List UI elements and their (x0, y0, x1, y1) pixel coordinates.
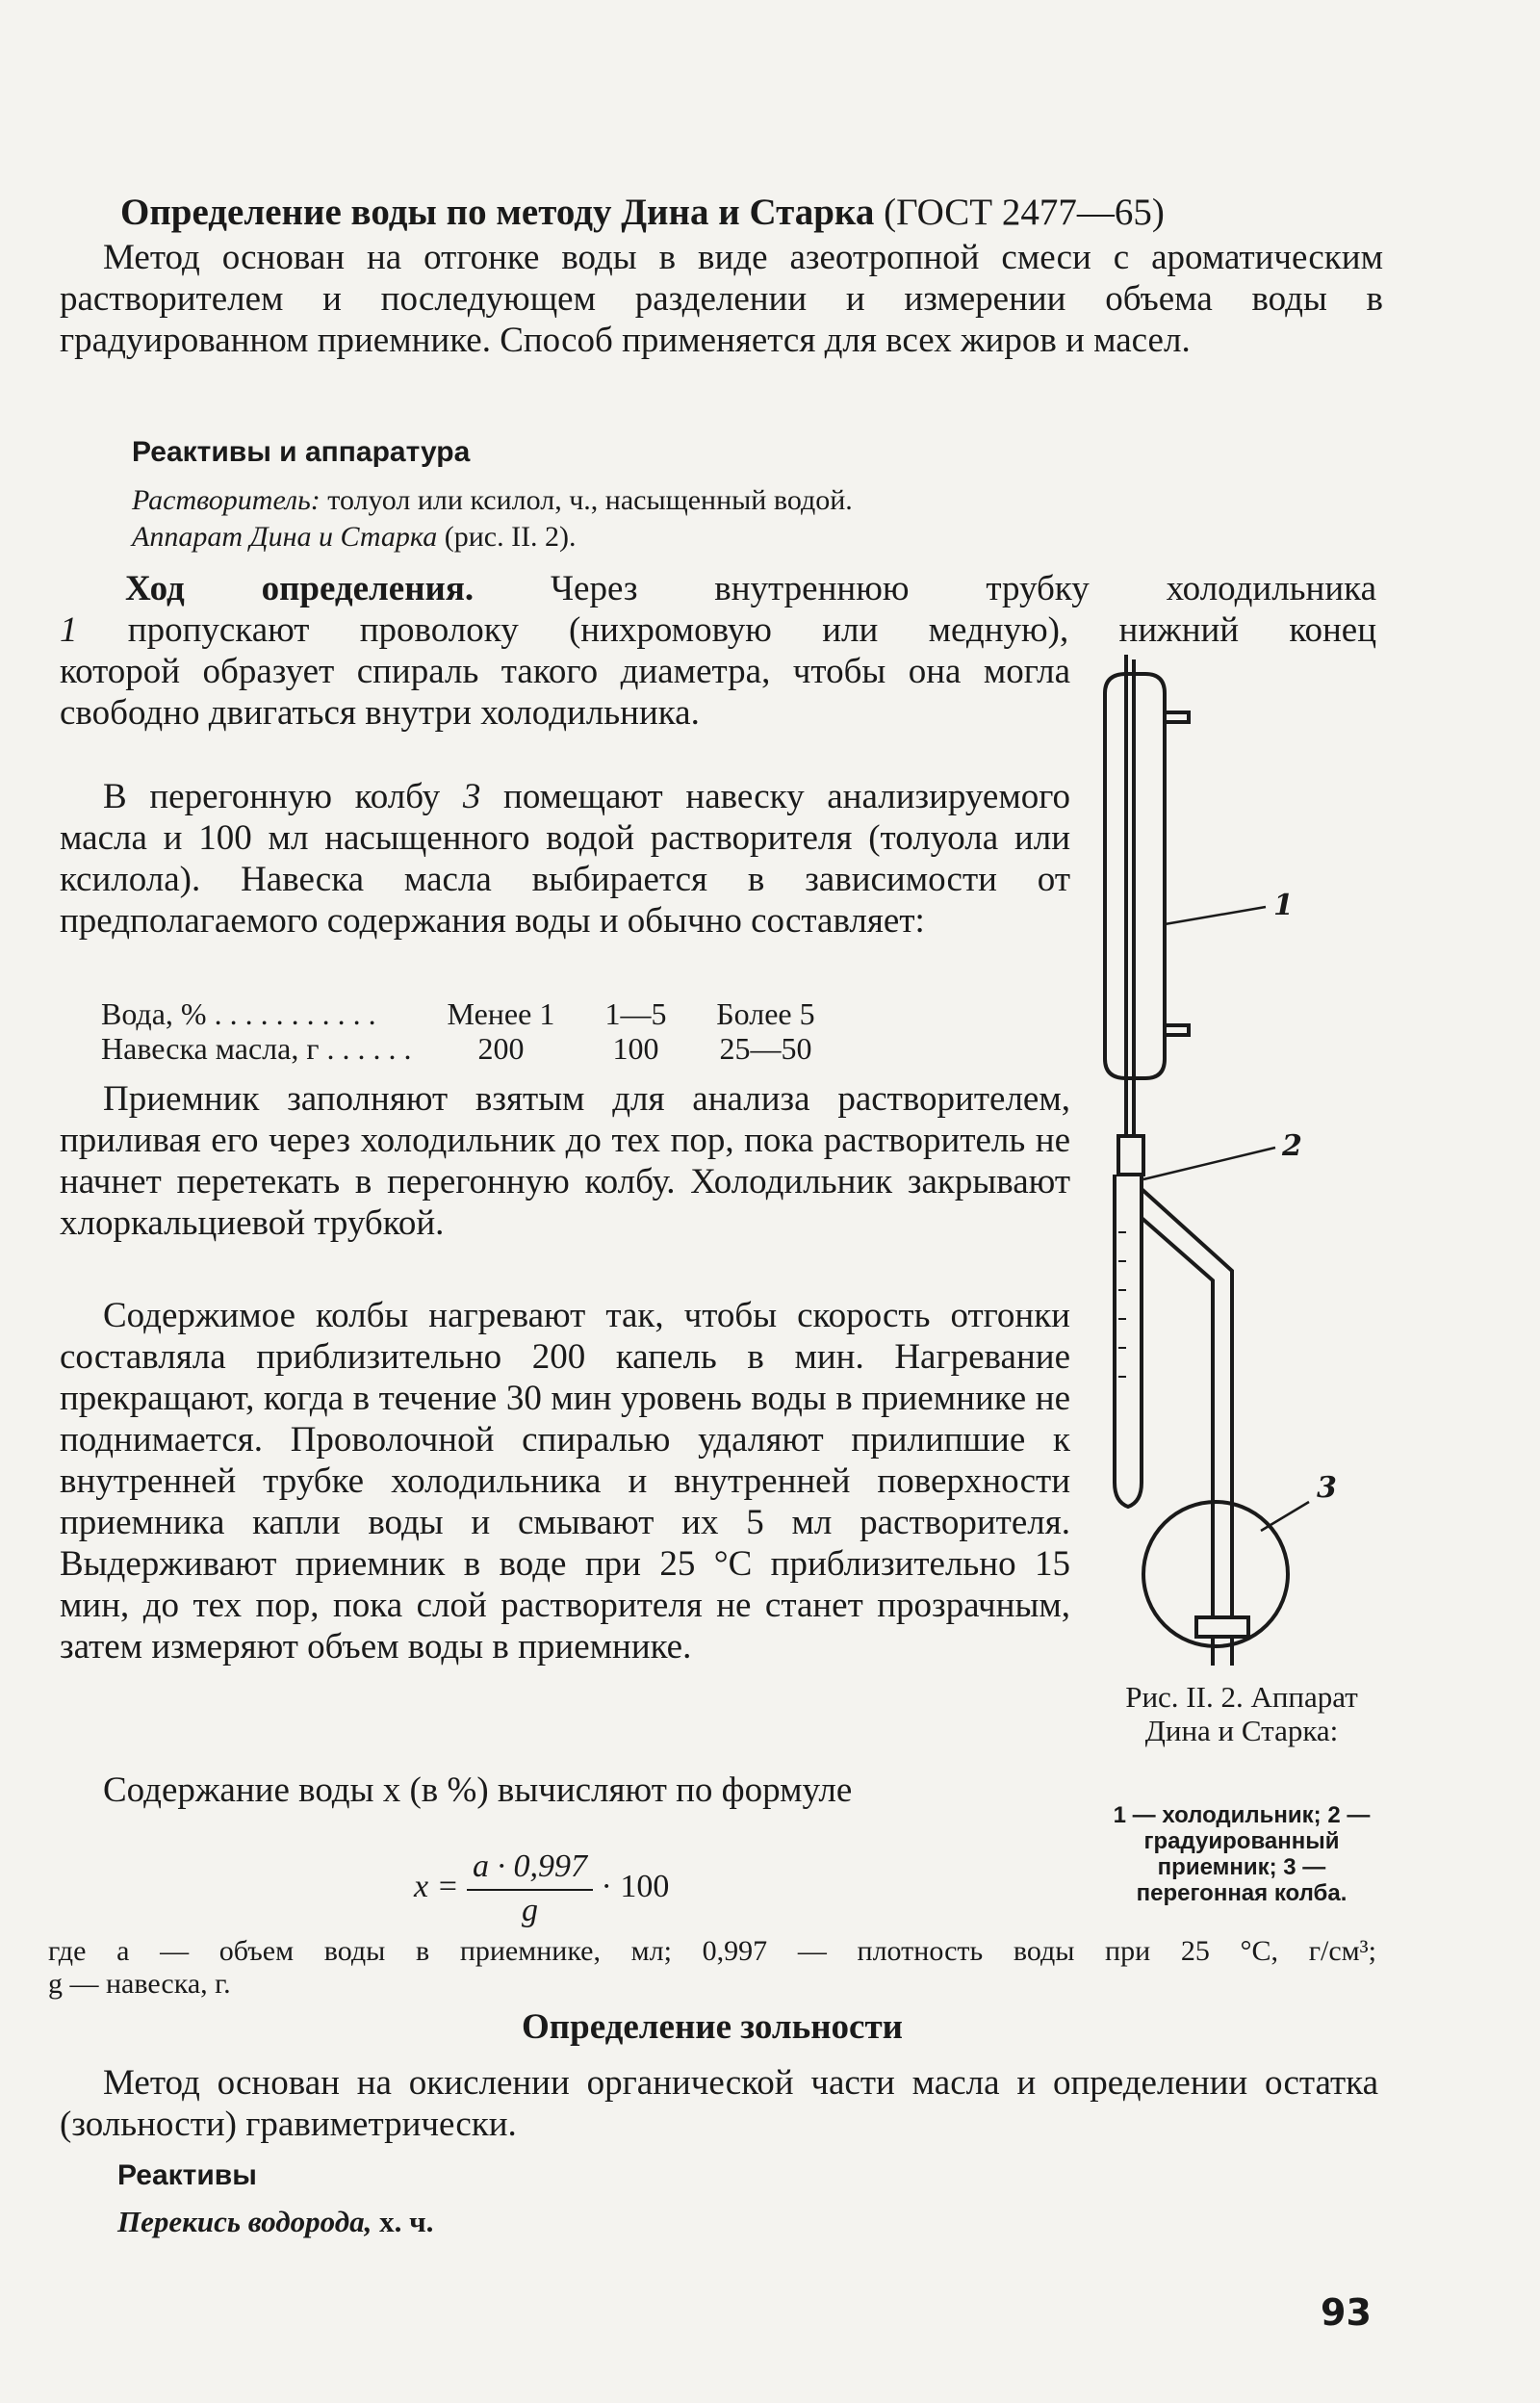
procedure-ref-1: 1 (60, 610, 78, 650)
where-line-1: где a — объем воды в приемнике, мл; 0,997 — плотность воды при 25 °С, г/см³; (48, 1935, 1376, 1967)
table-cell-label: Навеска масла, г ...... (101, 1031, 420, 1066)
title-text: Определение воды по методу Дина и Старка (120, 192, 875, 233)
where-line-2: g — навеска, г. (48, 1968, 231, 2000)
table-cell: 25—50 (719, 1031, 812, 1066)
ash-section-title: Определение зольности (522, 2007, 903, 2047)
formula-rhs: · 100 (601, 1868, 670, 1904)
reagent-grade: х. ч. (379, 2205, 434, 2238)
heating-paragraph: Содержимое колбы нагревают так, чтобы скорость отгонки составляла приблизительно 200 капель в мин. Нагревание прекращают, когда в течение 30 мин уровень воды в приемнике не поднимается. Проволочной спиралью удаляют прилипшие к внутренней трубке холодильника и внутренней поверхности приемника капли воды и смывают их 5 мл растворителя. Выдерживают приемник в воде при 25 °С приблизительно 15 мин, до тех пор, пока слой растворителя не станет прозрачным, затем измеряют объем воды в приемнике. (60, 1296, 1070, 1667)
leader-line-3 (1261, 1502, 1309, 1531)
procedure-line-2 (60, 609, 1376, 651)
flask-text-a: В перегонную колбу (103, 777, 441, 816)
figure-label-3: 3 (1317, 1471, 1337, 1505)
figure-label-2: 2 (1282, 1129, 1302, 1163)
page-number: 93 (1321, 2291, 1372, 2334)
procedure-label: Ход определения. (125, 569, 475, 608)
flask-text-b: помещают навеску анализируемого масла и 100 мл насыщенного водой растворителя (толуола или ксилола). Навеска масла выбирается в зависимости от предполагаемого содержания воды и обычно составляет: (60, 777, 1071, 941)
solvent-label: Растворитель: (132, 484, 321, 516)
ash-reagents-heading: Реактивы (117, 2159, 257, 2191)
ash-paragraph: Метод основан на окислении органической части масла и определении остатка (зольности) гравиметрически. (60, 2063, 1378, 2144)
receiver-paragraph: Приемник заполняют взятым для анализа растворителем, приливая его через холодильник до тех пор, пока растворитель не начнет перетекать в перегонную колбу. Холодильник закрывают хлоркальциевой трубкой. (60, 1079, 1070, 1243)
flask-ref-3: 3 (462, 777, 481, 816)
procedure-text-1: Через внутреннюю трубку холодильника (550, 569, 1376, 608)
receiver-tube (1115, 1175, 1142, 1507)
procedure-rest: которой образует спираль такого диаметра, чтобы она могла свободно двигаться внутри холодильника. (60, 652, 1070, 733)
formula-lhs: x = (414, 1868, 459, 1904)
solvent-line (132, 483, 1383, 518)
reagent-name: Перекись водорода, (117, 2205, 372, 2238)
formula (414, 1848, 669, 1929)
formula-intro: Содержание воды x (в %) вычисляют по формуле (103, 1770, 853, 1810)
figure-legend: 1 — холодильник; 2 — градуированный приемник; 3 — перегонная колба. (1113, 1802, 1371, 1906)
formula-numerator: a · 0,997 (467, 1848, 593, 1891)
section-title (120, 191, 1381, 234)
table-cell: Более 5 (716, 996, 815, 1031)
table-row (101, 996, 842, 1031)
apparatus-text: (рис. II. 2). (444, 521, 577, 553)
flask-figure (1126, 1463, 1386, 1675)
reagents-heading: Реактивы и аппаратура (132, 436, 471, 468)
table-row (101, 1031, 842, 1066)
graduation-marks (1118, 1232, 1126, 1377)
sample-table (101, 996, 842, 1066)
figure-caption: Рис. II. 2. Аппарат Дина и Старка: (1125, 1680, 1358, 1747)
formula-denominator: g (522, 1893, 539, 1928)
intro-paragraph: Метод основан на отгонке воды в виде азеотропной смеси с ароматическим растворителем и последующем разделении и измерении объема воды в градуированном приемнике. Способ применяется для всех жиров и масел. (60, 238, 1383, 360)
formula-fraction (467, 1848, 593, 1929)
receiver-joint (1118, 1136, 1143, 1175)
table-cell: 1—5 (604, 996, 667, 1031)
procedure-line-1 (125, 568, 1376, 609)
ash-reagent-line (117, 2205, 433, 2239)
procedure-text-2: пропускают проволоку (нихромовую или медную), нижний конец (127, 610, 1376, 650)
leader-line-1 (1165, 907, 1266, 924)
figure-label-1: 1 (1273, 889, 1294, 922)
gost-reference: (ГОСТ 2477—65) (884, 192, 1165, 233)
table-cell-label: Вода, % ........... (101, 996, 384, 1031)
solvent-text: толуол или ксилол, ч., насыщенный водой. (327, 484, 853, 516)
flask-paragraph (60, 776, 1070, 942)
table-cell: 200 (477, 1031, 525, 1066)
nozzle-top (1165, 712, 1189, 722)
table-cell: 100 (612, 1031, 659, 1066)
leader-line-2 (1143, 1148, 1275, 1179)
table-cell: Менее 1 (447, 996, 555, 1031)
nozzle-bottom (1165, 1025, 1189, 1035)
apparatus-label: Аппарат Дина и Старка (132, 521, 438, 553)
apparatus-line (132, 520, 1383, 555)
flask-bulb (1143, 1502, 1288, 1646)
